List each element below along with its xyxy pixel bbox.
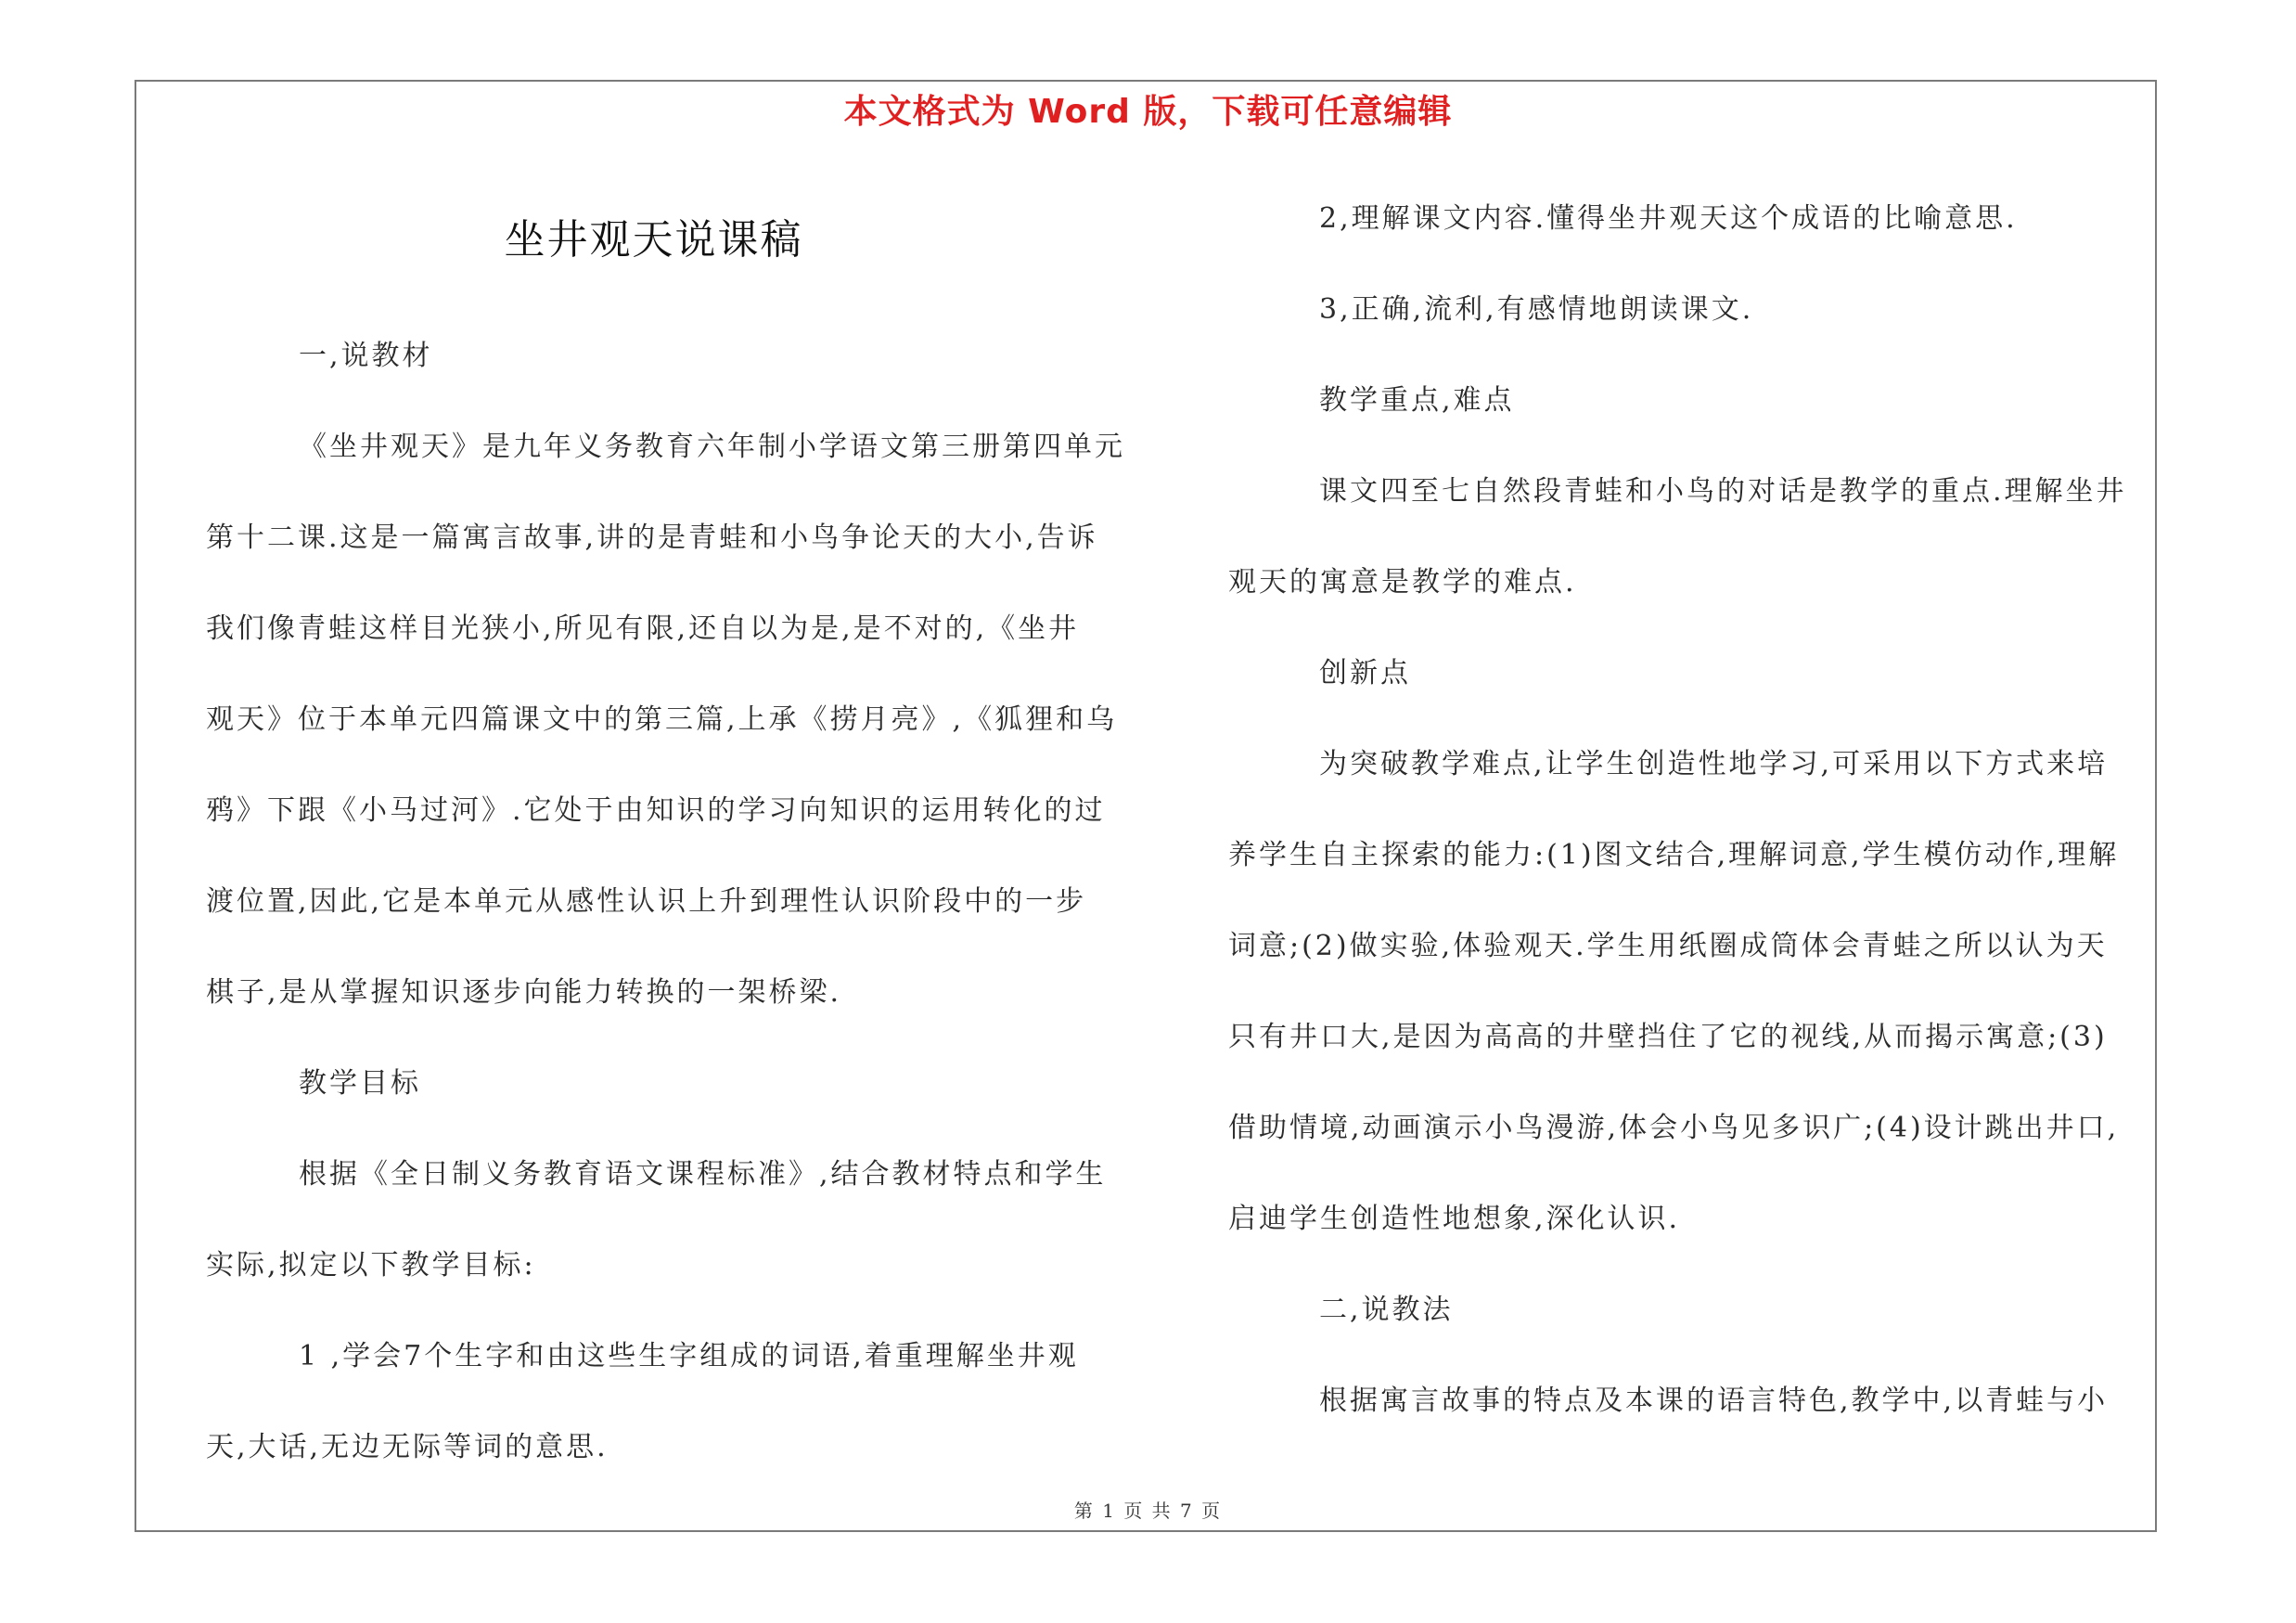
right-line: 借助情境,动画演示小鸟漫游,体会小鸟见多识广;(4)设计跳出井口, xyxy=(1228,1112,2120,1144)
document-title: 坐井观天说课稿 xyxy=(504,216,803,264)
format-banner: 本文格式为 Word 版，下载可任意编辑 xyxy=(843,93,1453,131)
right-line: 教学重点,难点 xyxy=(1319,384,1515,417)
left-line: 教学目标 xyxy=(299,1067,421,1100)
right-line: 养学生自主探索的能力:(1)图文结合,理解词意,学生模仿动作,理解 xyxy=(1228,839,2120,871)
right-line: 创新点 xyxy=(1319,657,1411,689)
left-line: 1 ,学会7个生字和由这些生字组成的词语,着重理解坐井观 xyxy=(299,1340,1079,1372)
left-line: 《坐井观天》是九年义务教育六年制小学语文第三册第四单元 xyxy=(299,431,1125,463)
right-line: 观天的寓意是教学的难点. xyxy=(1228,566,1577,599)
left-line: 渡位置,因此,它是本单元从感性认识上升到理性认识阶段中的一步 xyxy=(206,885,1087,918)
left-line: 观天》位于本单元四篇课文中的第三篇,上承《捞月亮》,《狐狸和乌 xyxy=(206,703,1118,736)
left-line: 我们像青蛙这样目光狭小,所见有限,还自以为是,是不对的,《坐井 xyxy=(206,612,1080,645)
right-line: 只有井口大,是因为高高的井壁挡住了它的视线,从而揭示寓意;(3) xyxy=(1228,1021,2108,1053)
right-line: 启迪学生创造性地想象,深化认识. xyxy=(1228,1203,1681,1235)
right-line: 为突破教学难点,让学生创造性地学习,可采用以下方式来培 xyxy=(1319,748,2109,780)
right-line: 词意;(2)做实验,体验观天.学生用纸圈成筒体会青蛙之所以认为天 xyxy=(1228,930,2108,962)
left-line: 一,说教材 xyxy=(299,340,433,372)
left-line: 实际,拟定以下教学目标: xyxy=(206,1249,536,1282)
right-line: 3,正确,流利,有感情地朗读课文. xyxy=(1319,293,1754,326)
right-line: 课文四至七自然段青蛙和小鸟的对话是教学的重点.理解坐井 xyxy=(1319,475,2127,508)
page-number: 第 1 页 共 7 页 xyxy=(1073,1500,1223,1522)
right-line: 根据寓言故事的特点及本课的语言特色,教学中,以青蛙与小 xyxy=(1319,1385,2109,1417)
right-line: 2,理解课文内容.懂得坐井观天这个成语的比喻意思. xyxy=(1319,202,2018,235)
left-line: 第十二课.这是一篇寓言故事,讲的是青蛙和小鸟争论天的大小,告诉 xyxy=(206,522,1098,554)
left-line: 根据《全日制义务教育语文课程标准》,结合教材特点和学生 xyxy=(299,1158,1107,1191)
left-line: 鸦》下跟《小马过河》.它处于由知识的学习向知识的运用转化的过 xyxy=(206,794,1106,827)
left-line: 棋子,是从掌握知识逐步向能力转换的一架桥梁. xyxy=(206,976,842,1009)
left-line: 天,大话,无边无际等词的意思. xyxy=(206,1431,609,1463)
right-line: 二,说教法 xyxy=(1319,1294,1454,1326)
